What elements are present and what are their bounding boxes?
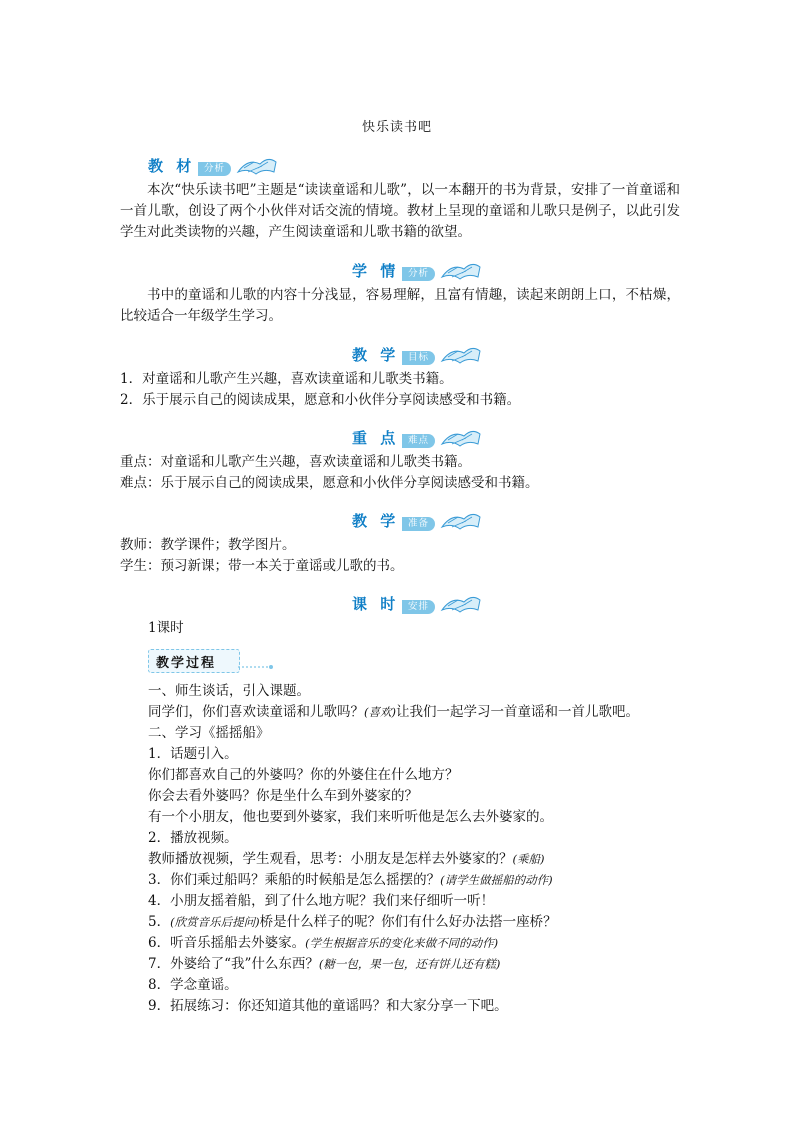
process-text: 教师播放视频，学生观看，思考：小朋友是怎样去外婆家的？: [148, 851, 513, 867]
process-note: (糖一包，果一包，还有饼儿还有糕): [318, 957, 501, 971]
section-header-goals: [352, 339, 482, 369]
prep-teacher: 教师：教学课件；教学图片。: [120, 537, 296, 553]
process-line: 8．学念童谣。: [148, 977, 238, 993]
textbook-paragraph: 本次“快乐读书吧”主题是“读读童谣和儿歌”，以一本翻开的书为背景，安排了一首童谣和一首儿歌，创设了两个小伙伴对话交流的情境。教材上呈现的童谣和儿歌只是例子，以此引发学生对此类读物的兴趣，产生阅读童谣和儿歌书籍的欲望。: [120, 182, 680, 240]
process-text: 7．外婆给了“我”什么东西？: [148, 956, 319, 972]
section-title: 学 情: [352, 262, 400, 280]
prep-student: 学生：预习新课；带一本关于童谣或儿歌的书。: [120, 558, 404, 574]
section-header-process: [148, 649, 268, 673]
section-header-textbook: [148, 150, 278, 180]
process-text: 6．听音乐摇船去外婆家。: [148, 935, 306, 951]
process-line: 二、学习《摇摇船》: [148, 725, 270, 741]
process-line: 1．话题引入。: [148, 746, 238, 762]
process-line: [148, 954, 688, 975]
process-line: 一、师生谈话，引入课题。: [148, 683, 310, 699]
section-title: 课 时: [352, 595, 400, 613]
teaching-prep: [120, 535, 680, 577]
section-header-key: [352, 422, 482, 452]
book-doodle-icon: [438, 339, 482, 367]
students-paragraph: 书中的童谣和儿歌的内容十分浅显，容易理解，且富有情趣，读起来朗朗上口，不枯燥，比较适合一年级学生学习。: [120, 287, 680, 324]
class-hours-text: 1课时: [148, 620, 184, 636]
goal-item: 1．对童谣和儿歌产生兴趣，喜欢读童谣和儿歌类书籍。: [120, 371, 453, 387]
book-doodle-icon: [438, 422, 482, 450]
process-note: (喜欢): [364, 705, 396, 719]
process-text: 让我们一起学习一首童谣和一首儿歌吧。: [395, 704, 639, 720]
section-tag: 准备: [402, 517, 435, 531]
section-title: 教 学: [352, 346, 400, 364]
process-line: [148, 912, 688, 933]
book-doodle-icon: [438, 505, 482, 533]
section-tag: 安排: [402, 600, 435, 614]
process-note: (乘船): [512, 852, 545, 866]
section-title: 重 点: [352, 429, 400, 447]
section-title: 教 学: [352, 512, 400, 530]
process-line: 9．拓展练习：你还知道其他的童谣吗？和大家分享一下吧。: [148, 998, 508, 1014]
process-text: 同学们，你们喜欢读童谣和儿歌吗？: [148, 704, 364, 720]
process-note: (请学生做摇船的动作): [440, 873, 553, 887]
section-header-prep: [352, 505, 482, 535]
book-doodle-icon: [438, 255, 482, 283]
section-tag: 分析: [198, 162, 231, 176]
section-tag: 目标: [402, 351, 435, 365]
book-doodle-icon: [234, 150, 278, 178]
teaching-goals: [120, 369, 680, 411]
key-points: [120, 452, 680, 494]
process-line: [148, 849, 688, 870]
goal-item: 2．乐于展示自己的阅读成果，愿意和小伙伴分享阅读感受和书籍。: [120, 392, 521, 408]
book-doodle-icon: [438, 588, 482, 616]
textbook-analysis: [120, 180, 680, 243]
section-title: 教 材: [148, 157, 196, 175]
process-text: 5．: [148, 914, 171, 930]
process-line: 有一个小朋友，他也要到外婆家，我们来听听他是怎么去外婆家的。: [148, 809, 553, 825]
difficulty-item: 难点：乐于展示自己的阅读成果，愿意和小伙伴分享阅读感受和书籍。: [120, 475, 539, 491]
process-note: (学生根据音乐的变化来做不同的动作): [305, 936, 499, 950]
class-hours: [148, 618, 708, 639]
section-tag: 分析: [402, 267, 435, 281]
students-analysis: [120, 285, 680, 327]
process-note: (欣赏音乐后提问): [170, 915, 260, 929]
process-text: 3．你们乘过船吗？乘船的时候船是怎么摇摆的？: [148, 872, 441, 888]
process-line: [148, 702, 688, 723]
process-line: 4．小朋友摇着船，到了什么地方呢？我们来仔细听一听！: [148, 893, 495, 909]
process-line: [148, 870, 688, 891]
process-line: [148, 933, 688, 954]
process-line: 2．播放视频。: [148, 830, 238, 846]
process-label: 教学过程: [156, 656, 217, 671]
teaching-process: [148, 681, 688, 1017]
dotted-tail-icon: [238, 663, 274, 671]
section-tag: 难点: [402, 434, 435, 448]
process-line: 你会去看外婆吗？你是坐什么车到外婆家的？: [148, 788, 418, 804]
section-header-hours: [352, 588, 482, 618]
key-point-item: 重点：对童谣和儿歌产生兴趣，喜欢读童谣和儿歌类书籍。: [120, 454, 471, 470]
process-text: 桥是什么样子的呢？你们有什么好办法搭一座桥？: [259, 914, 557, 930]
section-header-students: [352, 255, 482, 285]
page-title: 快乐读书吧: [361, 120, 432, 135]
process-line: 你们都喜欢自己的外婆吗？你的外婆住在什么地方？: [148, 767, 459, 783]
